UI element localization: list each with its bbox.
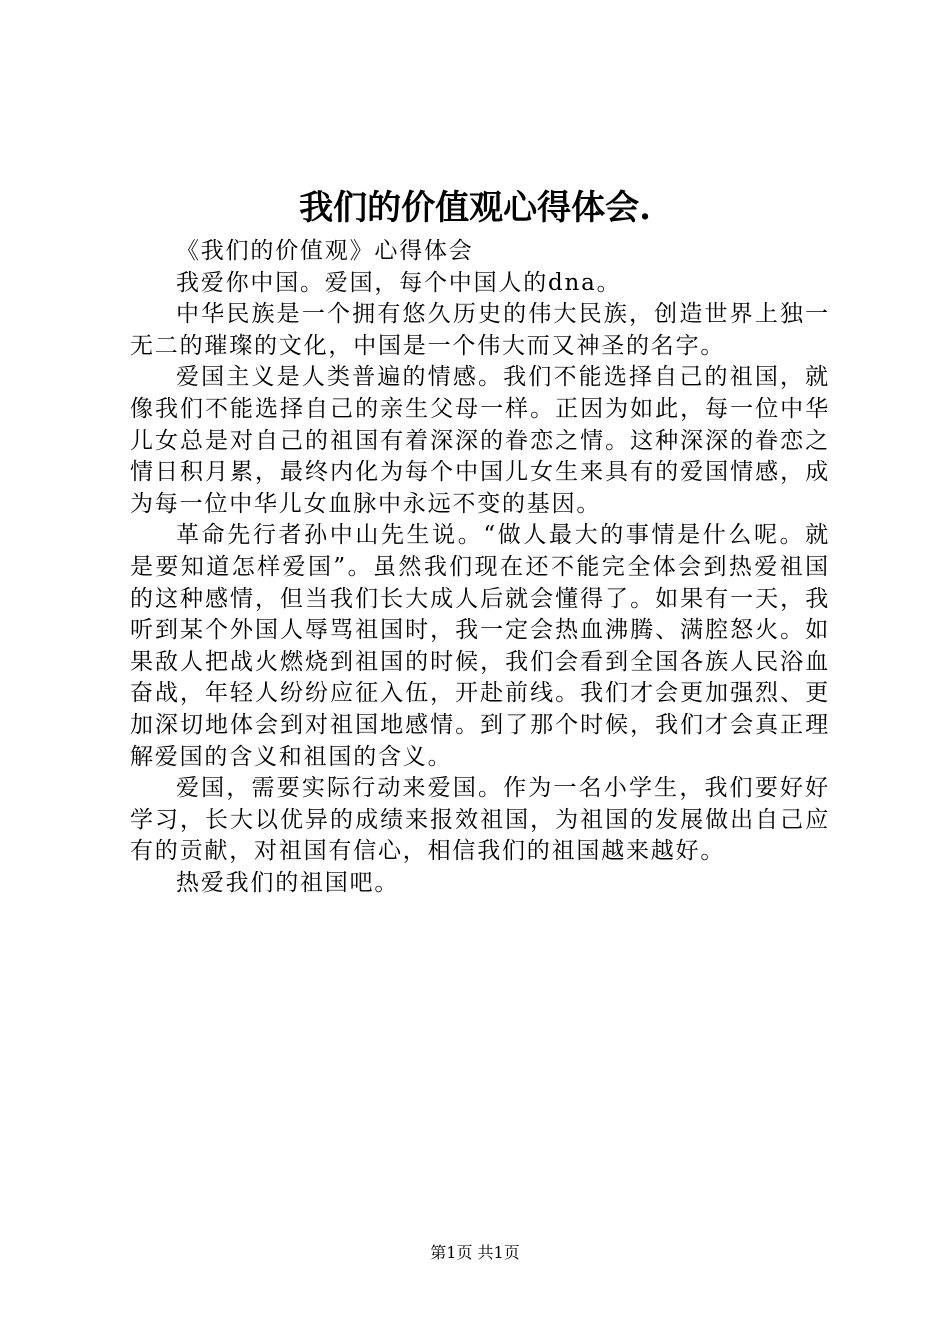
document-body [130,236,830,899]
paragraph: 革命先行者孙中山先生说。“做人最大的事情是什么呢。就是要知道怎样爱国”。虽然我们现在还不能完全体会到热爱祖国的这种感情，但当我们长大成人后就会懂得了。如果有一天，我听到某个外国人辱骂祖国时，我一定会热血沸腾、满腔怒火。如果敌人把战火燃烧到祖国的时候，我们会看到全国各族人民浴血奋战，年轻人纷纷应征入伍，开赴前线。我们才会更加强烈、更加深切地体会到对祖国地感情。到了那个时候，我们才会真正理解爱国的含义和祖国的含义。 [130,522,830,770]
paragraph-heading: 《我们的价值观》心得体会 [176,238,474,264]
paragraph: 爱国，需要实际行动来爱国。作为一名小学生，我们要好好学习，长大以优异的成绩来报效祖国，为祖国的发展做出自己应有的贡献，对祖国有信心，相信我们的祖国越来越好。 [130,775,830,865]
paragraph: 中华民族是一个拥有悠久历史的伟大民族，创造世界上独一无二的璀璨的文化，中国是一个伟大而又神圣的名字。 [130,301,830,359]
page-footer: 第1页 共1页 [430,1243,520,1262]
document-title: 我们的价值观心得体会. [299,188,651,228]
paragraph: 爱国主义是人类普遍的情感。我们不能选择自己的祖国，就像我们不能选择自己的亲生父母一样。正因为如此，每一位中华儿女总是对自己的祖国有着深深的眷恋之情。这种深深的眷恋之情日积月累，最终内化为每个中国儿女生来具有的爱国情感，成为每一位中华儿女血脉中永远不变的基因。 [130,364,830,517]
paragraph: 我爱你中国。爱国，每个中国人的dna。 [176,269,622,296]
paragraph: 热爱我们的祖国吧。 [176,869,400,896]
